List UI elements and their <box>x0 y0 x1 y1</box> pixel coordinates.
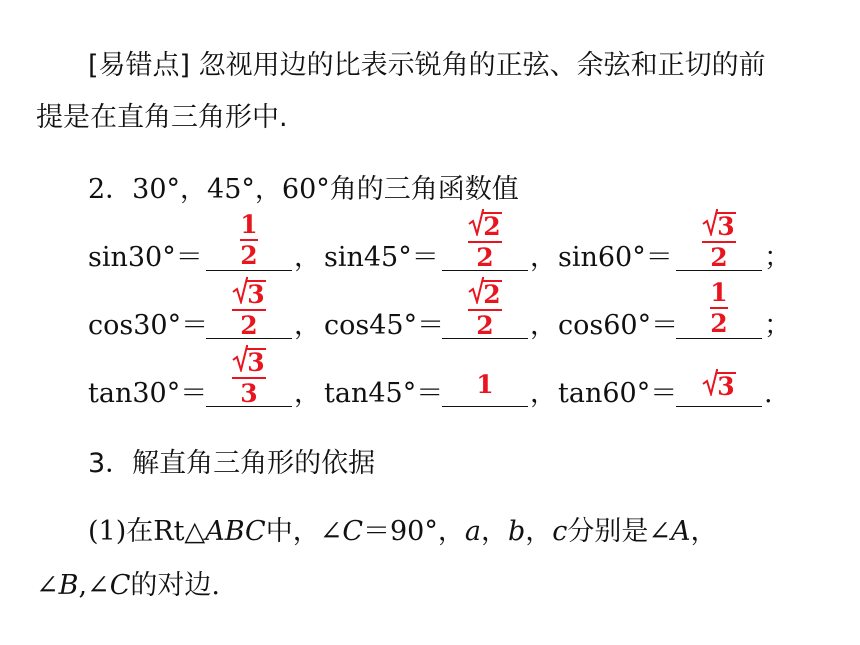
separator: ； <box>764 242 791 273</box>
note-line-2: 提是在直角三角形中. <box>36 102 288 133</box>
text: ,∠ <box>78 570 110 601</box>
radical-sign-icon <box>232 276 248 304</box>
radical-sign-icon <box>702 368 718 396</box>
numerator <box>468 212 501 239</box>
numerator <box>468 280 501 307</box>
separator: ， <box>294 242 321 273</box>
answer-blank[interactable] <box>676 406 762 407</box>
answer-blank[interactable] <box>676 338 762 339</box>
var-c-upper: C <box>109 570 131 601</box>
numerator <box>232 348 265 375</box>
radicand: 2 <box>483 212 501 241</box>
separator: ， <box>530 310 557 341</box>
denominator: 2 <box>710 243 728 272</box>
sqrt-expression <box>702 372 735 399</box>
denominator: 2 <box>710 309 728 338</box>
radical-sign-icon <box>702 208 718 236</box>
separator: ， <box>530 378 557 409</box>
text: ， <box>690 516 718 547</box>
fraction <box>468 280 501 338</box>
numerator: 1 <box>240 210 258 239</box>
answer-value <box>676 280 762 336</box>
denominator: 2 <box>240 311 258 340</box>
answer-blank[interactable] <box>442 406 528 407</box>
separator: ， <box>530 242 557 273</box>
section-3-para-line-1 <box>88 518 718 545</box>
separator: . <box>764 378 773 409</box>
radicand: 3 <box>717 212 735 241</box>
answer-value <box>676 212 762 270</box>
var-a-lower: a <box>464 516 481 547</box>
answer-value <box>442 212 528 270</box>
numerator <box>702 212 735 239</box>
sqrt-expression <box>468 280 501 307</box>
trig-label: cos60°＝ <box>558 310 679 341</box>
fraction <box>240 212 257 268</box>
section-3-para-line-2 <box>36 572 220 599</box>
radicand: 3 <box>247 348 265 377</box>
trig-label: sin60°＝ <box>558 242 673 273</box>
note-line-1 <box>88 52 766 79</box>
section-2-title: 2．30°，45°，60°角的三角函数值 <box>88 174 519 205</box>
radicand: 3 <box>247 280 265 309</box>
answer-value <box>206 212 292 268</box>
fraction <box>702 212 735 270</box>
sqrt-expression <box>232 280 265 307</box>
sqrt-expression <box>468 212 501 239</box>
var-c: C <box>342 516 363 547</box>
answer-value <box>442 280 528 338</box>
text: ∠ <box>36 570 59 601</box>
var-b-upper: B <box>58 570 79 601</box>
text: 分别是∠ <box>567 516 672 547</box>
text: (1)在Rt△ <box>88 516 206 547</box>
separator: ； <box>764 310 791 341</box>
trig-label: tan45°＝ <box>324 378 444 409</box>
radical-sign-icon <box>468 208 484 236</box>
text: ， <box>525 516 553 547</box>
separator: ， <box>294 310 321 341</box>
var-abc: ABC <box>205 516 266 547</box>
note-text-1: 忽视用边的比表示锐角的正弦、余弦和正切的前 <box>190 50 766 81</box>
numerator <box>232 280 265 307</box>
radical-sign-icon <box>468 276 484 304</box>
radical-sign-icon <box>232 344 248 372</box>
var-a-upper: A <box>671 516 691 547</box>
trig-label: cos30°＝ <box>88 310 209 341</box>
answer-value: 1 <box>476 370 494 399</box>
section-3-title: 3．解直角三角形的依据 <box>88 448 376 479</box>
answer-value <box>206 348 292 406</box>
note-tag: [易错点] <box>88 50 191 81</box>
answer-value <box>206 280 292 338</box>
numerator: 1 <box>710 278 728 307</box>
fraction <box>232 348 265 406</box>
sqrt-expression <box>702 212 735 239</box>
text: 中，∠ <box>265 516 343 547</box>
answer-value <box>676 372 762 399</box>
separator: ， <box>294 378 321 409</box>
trig-label: cos45°＝ <box>324 310 445 341</box>
trig-label: tan30°＝ <box>88 378 208 409</box>
trig-label: sin30°＝ <box>88 242 203 273</box>
var-b-lower: b <box>507 516 526 547</box>
denominator: 2 <box>240 241 258 270</box>
radicand: 2 <box>483 280 501 309</box>
fraction <box>710 280 727 336</box>
denominator: 2 <box>476 311 494 340</box>
radicand: 3 <box>717 372 735 401</box>
trig-label: tan60°＝ <box>558 378 678 409</box>
trig-label: sin45°＝ <box>324 242 439 273</box>
text: ＝90°， <box>363 516 465 547</box>
text: 的对边. <box>130 570 220 601</box>
fraction <box>468 212 501 270</box>
denominator: 3 <box>240 379 258 408</box>
answer-blank[interactable] <box>206 270 292 271</box>
fraction <box>232 280 265 338</box>
sqrt-expression <box>232 348 265 375</box>
var-c-lower: c <box>552 516 568 547</box>
denominator: 2 <box>476 243 494 272</box>
text: ， <box>480 516 508 547</box>
